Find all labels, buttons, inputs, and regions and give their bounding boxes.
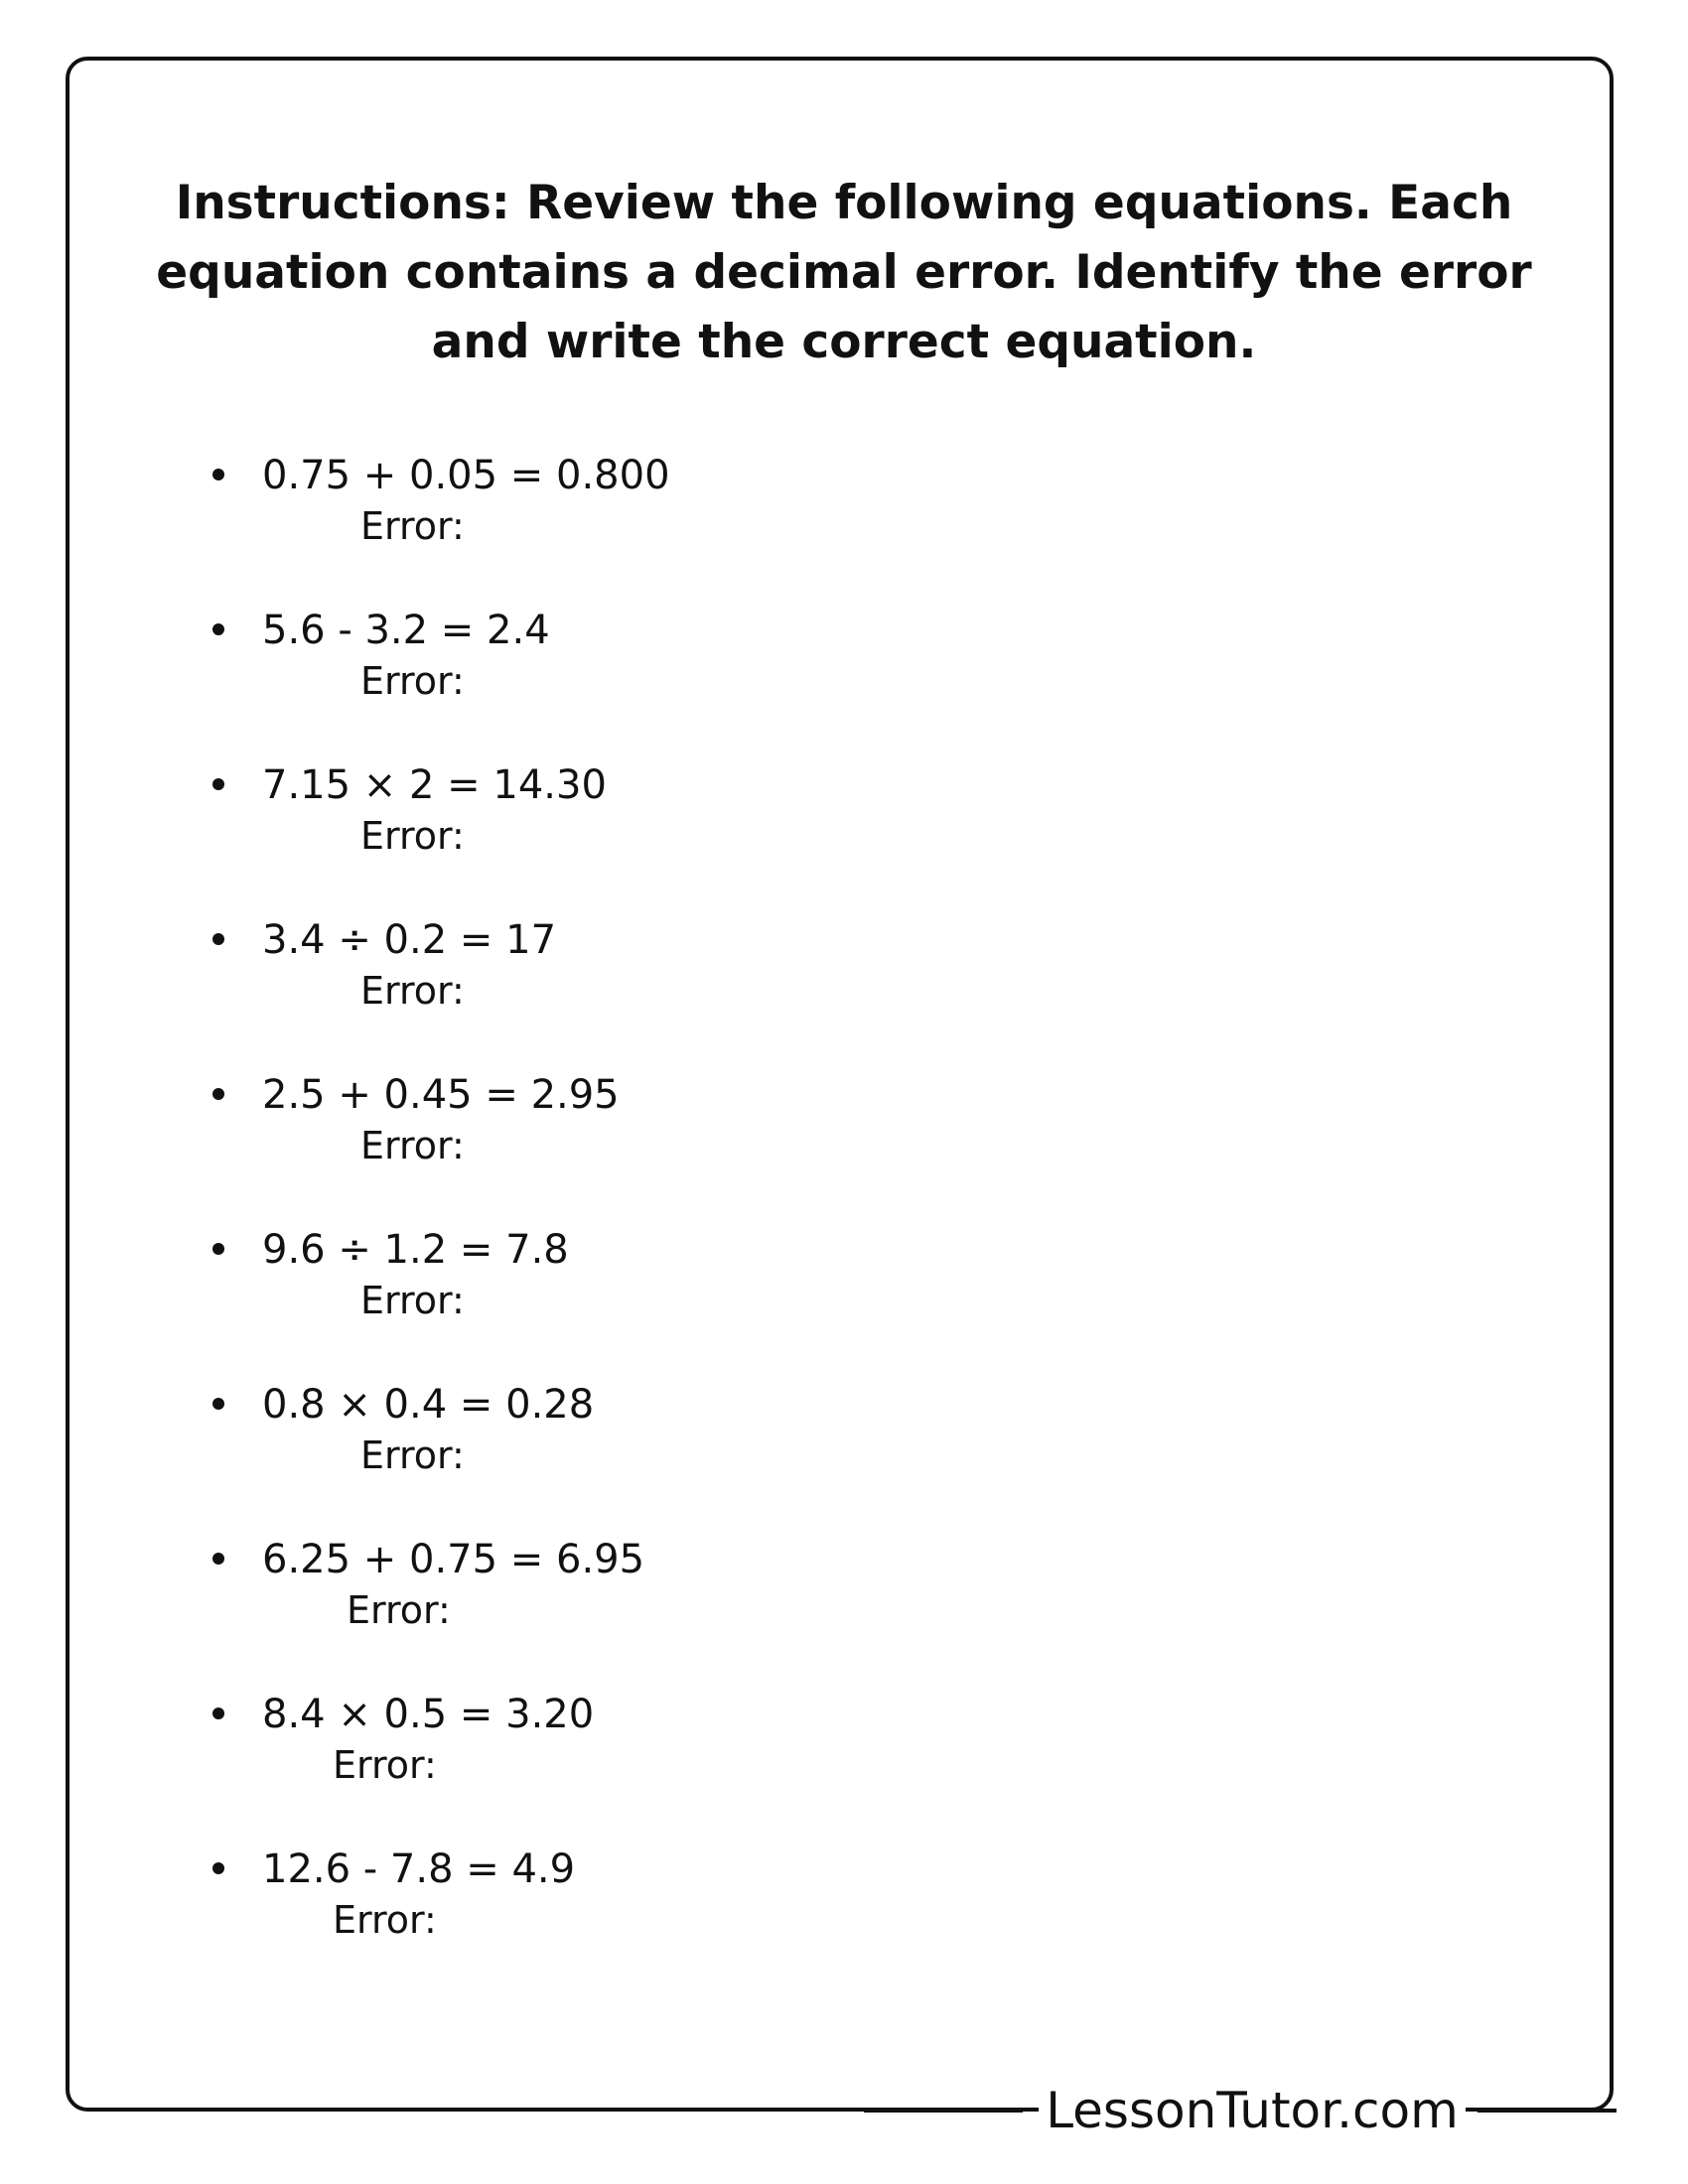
error-label: Error:: [360, 1124, 465, 1167]
equation-text: 6.25 + 0.75 = 6.95: [262, 1537, 645, 1582]
bullet-icon: [212, 778, 224, 790]
error-label: Error:: [360, 504, 465, 548]
equation-text: 7.15 × 2 = 14.30: [262, 762, 607, 808]
error-label: Error:: [347, 1588, 451, 1632]
equation-text: 0.75 + 0.05 = 0.800: [262, 453, 670, 498]
error-label: Error:: [333, 1743, 437, 1787]
equation-text: 3.4 ÷ 0.2 = 17: [262, 917, 557, 963]
footer-divider-left: [864, 2109, 1023, 2113]
instructions-text: Instructions: Review the following equations. Each equation contains a decimal error. Identify the error and write the correct equation.: [156, 176, 1532, 369]
error-label: Error:: [360, 659, 465, 703]
error-label: Error:: [360, 1279, 465, 1322]
equation-text: 2.5 + 0.45 = 2.95: [262, 1072, 620, 1118]
error-label: Error:: [360, 814, 465, 858]
error-label: Error:: [333, 1898, 437, 1942]
equation-text: 9.6 ÷ 1.2 = 7.8: [262, 1227, 569, 1273]
equation-text: 5.6 - 3.2 = 2.4: [262, 608, 550, 653]
footer-brand: LessonTutor.com: [1039, 2083, 1466, 2138]
equation-text: 8.4 × 0.5 = 3.20: [262, 1692, 595, 1737]
equation-text: 12.6 - 7.8 = 4.9: [262, 1846, 576, 1892]
bullet-icon: [212, 623, 224, 635]
equation-text: 0.8 × 0.4 = 0.28: [262, 1382, 595, 1428]
bullet-icon: [212, 1862, 224, 1874]
bullet-icon: [212, 1243, 224, 1255]
footer-divider-right: [1477, 2109, 1617, 2113]
bullet-icon: [212, 469, 224, 480]
bullet-icon: [212, 1398, 224, 1410]
error-label: Error:: [360, 969, 465, 1013]
bullet-icon: [212, 1553, 224, 1565]
error-label: Error:: [360, 1433, 465, 1477]
bullet-icon: [212, 933, 224, 945]
bullet-icon: [212, 1088, 224, 1100]
bullet-icon: [212, 1707, 224, 1719]
